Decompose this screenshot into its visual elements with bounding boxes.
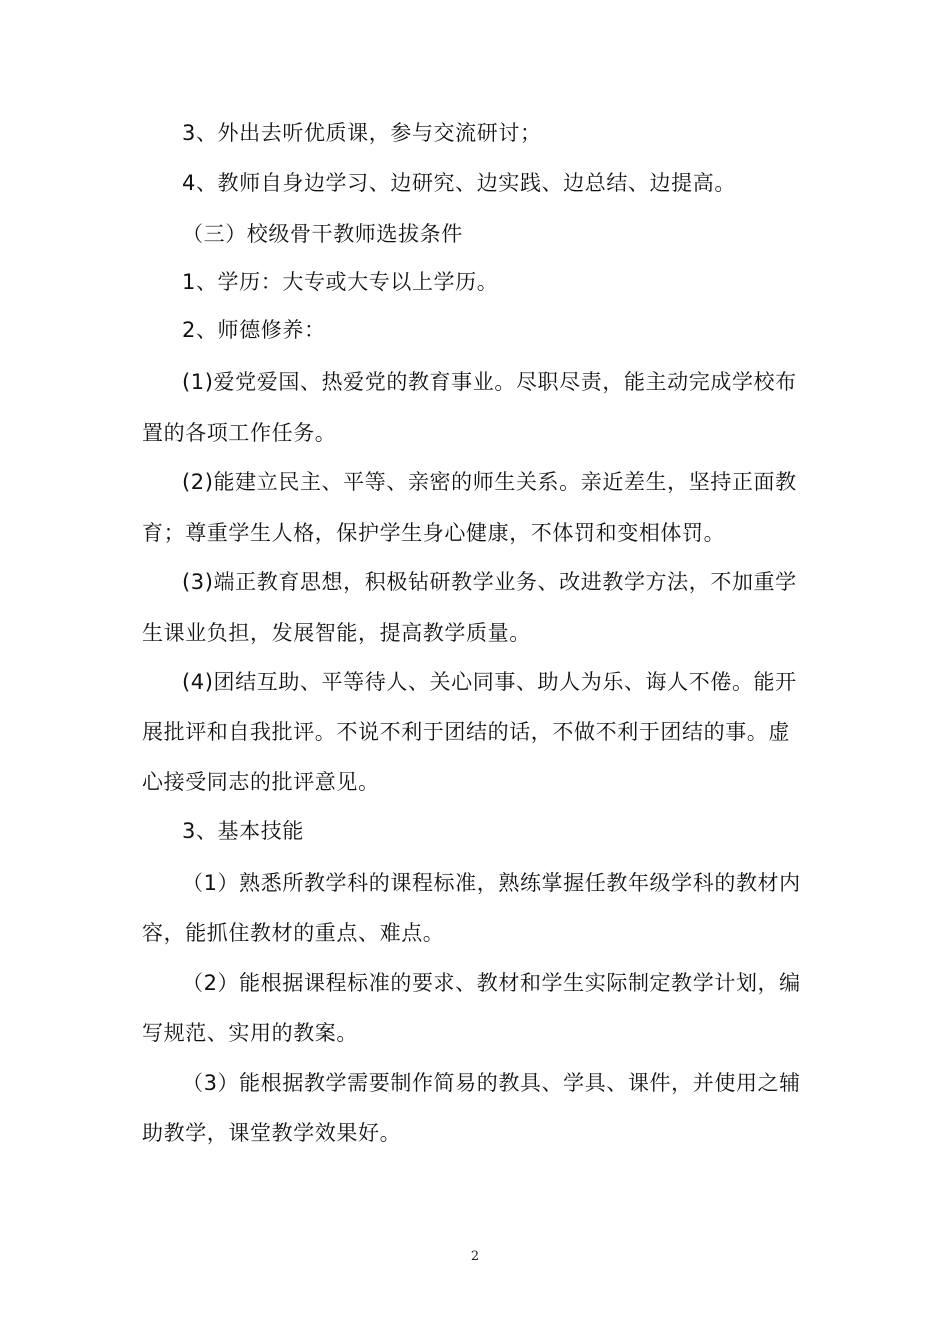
paragraph-2-line-2: 育；尊重学生人格，保护学生身心健康，不体罚和变相体罚。: [142, 521, 726, 545]
text-line-4: 1、学历：大专或大专以上学历。: [182, 270, 499, 294]
skills-item-1-line-1: （1）熟悉所教学科的课程标准，熟练掌握任教年级学科的教材内: [182, 871, 801, 895]
skills-item-1-line-2: 容，能抓住教材的重点、难点。: [142, 921, 445, 945]
section-heading: （三）校级骨干教师选拔条件: [182, 222, 463, 246]
paragraph-3-line-2: 生课业负担，发展智能，提高教学质量。: [142, 621, 531, 645]
paragraph-1-line-1: (1)爱党爱国、热爱党的教育事业。尽职尽责，能主动完成学校布: [182, 370, 797, 394]
paragraph-2-line-1: (2)能建立民主、平等、亲密的师生关系。亲近差生，坚持正面教: [182, 470, 797, 494]
text-line-skills: 3、基本技能: [182, 819, 304, 843]
paragraph-4-line-2: 展批评和自我批评。不说不利于团结的话，不做不利于团结的事。虚: [142, 720, 790, 744]
paragraph-3-line-1: (3)端正教育思想，积极钻研教学业务、改进教学方法，不加重学: [182, 570, 797, 594]
paragraph-4-line-1: (4)团结互助、平等待人、关心同事、助人为乐、诲人不倦。能开: [182, 670, 797, 694]
text-line-2: 4、教师自身边学习、边研究、边实践、边总结、边提高。: [182, 171, 736, 195]
skills-item-2-line-1: （2）能根据课程标准的要求、教材和学生实际制定教学计划，编: [182, 971, 801, 995]
skills-item-3-line-2: 助教学，课堂教学效果好。: [142, 1121, 402, 1145]
paragraph-1-line-2: 置的各项工作任务。: [142, 421, 337, 445]
text-line-1: 3、外出去听优质课，参与交流研讨；: [182, 121, 542, 145]
skills-item-2-line-2: 写规范、实用的教案。: [142, 1021, 358, 1045]
skills-item-3-line-1: （3）能根据教学需要制作简易的教具、学具、课件，并使用之辅: [182, 1071, 801, 1095]
paragraph-4-line-3: 心接受同志的批评意见。: [142, 770, 380, 794]
page-number: 2: [470, 1249, 480, 1264]
text-line-5: 2、师德修养：: [182, 318, 326, 342]
